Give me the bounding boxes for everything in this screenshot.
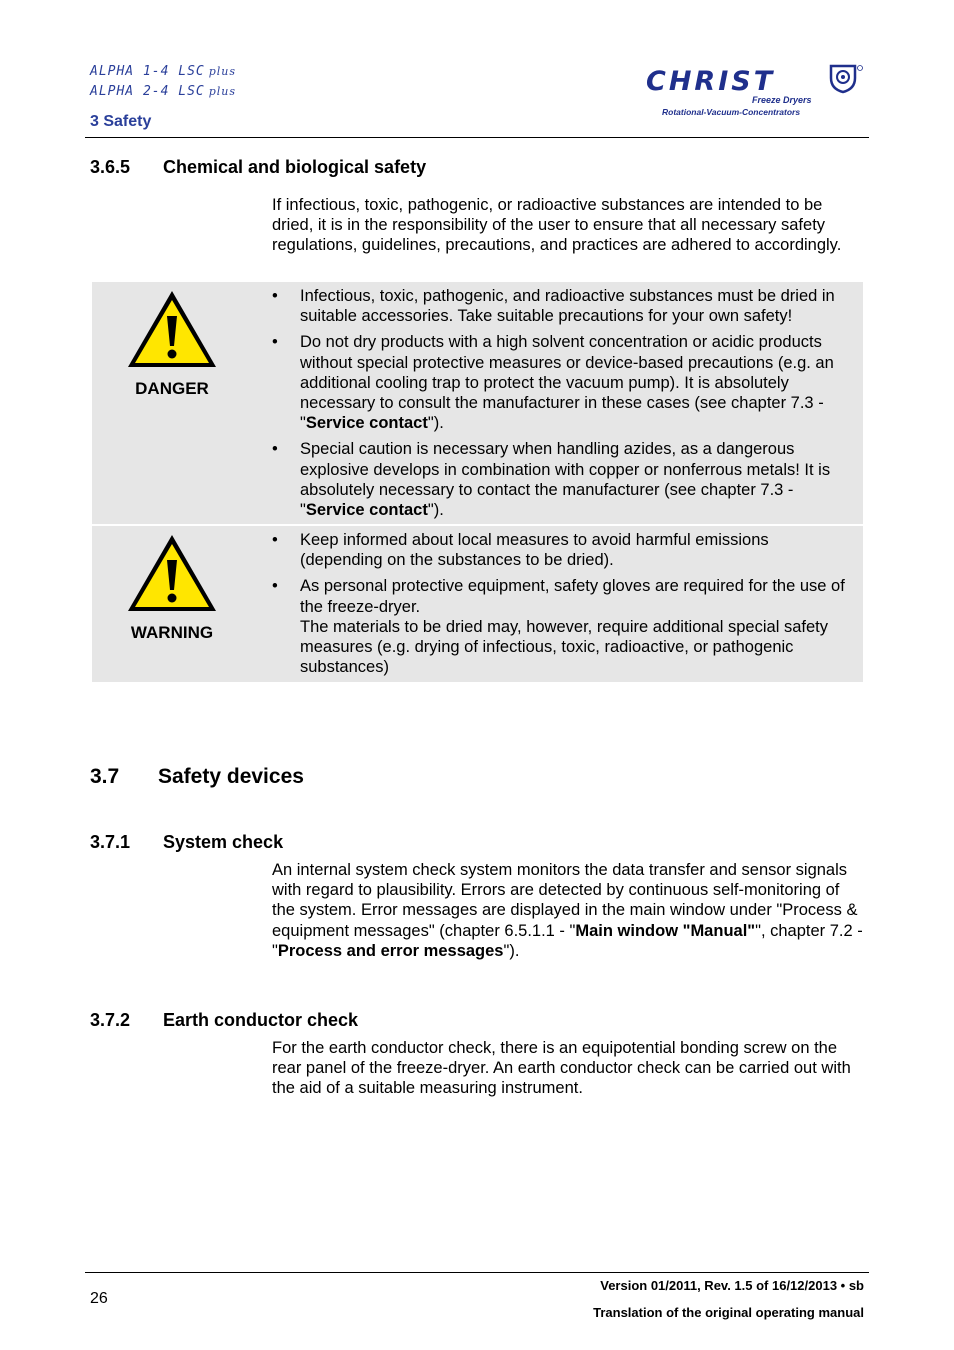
danger-label: DANGER (135, 379, 209, 398)
product-name-2: ALPHA 2-4 LSC plus (90, 84, 237, 99)
bullet-icon: • (272, 577, 278, 596)
warning-label: WARNING (130, 623, 214, 642)
logo-sub1: Freeze Dryers (752, 95, 812, 105)
warning-triangle-icon (125, 532, 219, 614)
list-item: • As personal protective equipment, safety gloves are required for the use of the freeze-dryer. The materials to be dried may, however, require additional special safety measures (e.g. drying of infectious, toxic, radioactive, or pathogenic substances) (272, 577, 845, 677)
danger-box (92, 282, 863, 524)
logo-sub2: Rotational-Vacuum-Concentrators (662, 107, 801, 117)
logo-brand: CHRIST (646, 66, 776, 97)
footer-translation: Translation of the original operating manual (593, 1305, 864, 1320)
list-item: • Keep informed about local measures to avoid harmful emissions (depending on the substances to be dried). (272, 531, 769, 570)
warning-triangle-icon (125, 288, 219, 370)
list-item: • Infectious, toxic, pathogenic, and radioactive substances must be dried in suitable accessories. Take suitable precautions for your own safety! (272, 287, 835, 326)
christ-logo (640, 64, 865, 122)
header-rule (85, 137, 869, 138)
earth-check-paragraph: For the earth conductor check, there is an equipotential bonding screw on the rear panel of the freeze-dryer. An earth conductor check can be carried out with the aid of a suitable measuring instrument. (272, 1039, 851, 1098)
heading-3-7-1: 3.7.1 System check (90, 832, 284, 852)
logo-shield-icon (828, 64, 864, 94)
danger-sign (92, 288, 252, 399)
warning-bullets (272, 530, 852, 683)
footer-rule (85, 1272, 869, 1273)
page-number: 26 (90, 1290, 108, 1307)
intro-paragraph: If infectious, toxic, pathogenic, or radioactive substances are intended to be dried, it is in the responsibility of the user to ensure that all necessary safety regulations, guidelines, precautions, and practices are adhered to accordingly. (272, 196, 842, 255)
heading-3-7-2: 3.7.2 Earth conductor check (90, 1010, 359, 1030)
list-item: • Special caution is necessary when handling azides, as a dangerous explosive develops in combination with copper or nonferrous metals! It is absolutely necessary to contact the manufacturer (see chapter 7.3 - "Service contact"). (272, 440, 831, 520)
heading-3-6-5: 3.6.5 Chemical and biological safety (90, 157, 427, 177)
warning-box (92, 526, 863, 682)
warning-sign (92, 532, 252, 643)
footer-version: Version 01/2011, Rev. 1.5 of 16/12/2013 • sb (600, 1278, 864, 1293)
bullet-icon: • (272, 531, 278, 549)
heading-3-7: 3.7 Safety devices (90, 765, 304, 788)
section-tag: 3 Safety (90, 113, 152, 130)
bullet-icon: • (272, 440, 278, 459)
bullet-icon: • (272, 287, 278, 305)
bullet-icon: • (272, 333, 278, 352)
list-item: • Do not dry products with a high solvent concentration or acidic products without special protective measures or device-based precautions (e.g. an additional cooling trap to protect the vacuum pump). It is absolutely necessary to consult the manufacturer in these cases (see chapter 7.3 - "Service contact"). (272, 333, 834, 433)
system-check-paragraph: An internal system check system monitors the data transfer and sensor signals with regard to plausibility. Errors are detected by continuous self-monitoring of the system. Error messages are displayed in the main window under "Process & equipment messages" (chapter 6.5.1.1 - "Main window "Manual"", chapter 7.2 - "Process and error messages"). (272, 861, 863, 960)
product-name-1: ALPHA 1-4 LSC plus (90, 64, 237, 79)
danger-bullets (272, 286, 852, 526)
